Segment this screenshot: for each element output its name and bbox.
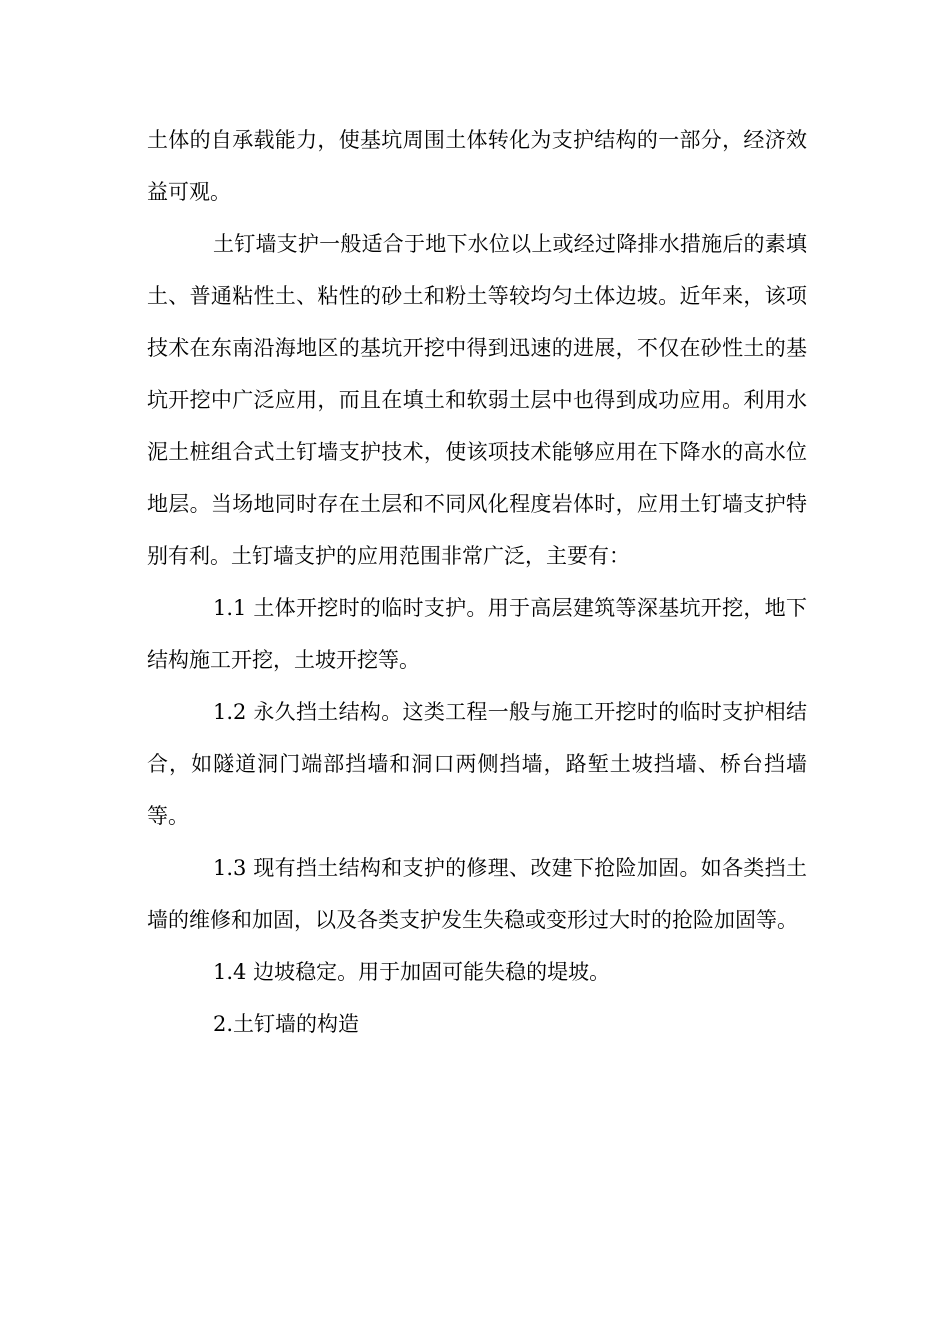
paragraph-soil-nail-applicability: 土钉墙支护一般适合于地下水位以上或经过降排水措施后的素填土、普通粘性土、粘性的砂土和粉土等较均匀土体边坡。近年来，该项技术在东南沿海地区的基坑开挖中得到迅速的进展，不仅在砂性土的基坑开挖中广泛应用，而且在填土和软弱土层中也得到成功应用。利用水泥土桩组合式土钉墙支护技术，使该项技术能够应用在下降水的高水位地层。当场地同时存在土层和不同风化程度岩体时，应用土钉墙支护特别有利。土钉墙支护的应用范围非常广泛，主要有： — [147, 232, 807, 568]
paragraph-item-1-4: 1.4 边坡稳定。用于加固可能失稳的堤坡。 — [213, 960, 611, 984]
section-heading-2: 2.土钉墙的构造 — [213, 1012, 360, 1036]
document-body — [147, 114, 807, 1050]
paragraph-item-1-1: 1.1 土体开挖时的临时支护。用于高层建筑等深基坑开挖，地下结构施工开挖，土坡开挖等。 — [147, 596, 807, 672]
paragraph-item-1-2: 1.2 永久挡土结构。这类工程一般与施工开挖时的临时支护相结合，如隧道洞门端部挡墙和洞口两侧挡墙，路堑土坡挡墙、桥台挡墙等。 — [147, 700, 807, 828]
paragraph-continuation: 土体的自承载能力，使基坑周围土体转化为支护结构的一部分，经济效益可观。 — [147, 128, 807, 204]
paragraph-item-1-3: 1.3 现有挡土结构和支护的修理、改建下抢险加固。如各类挡土墙的维修和加固，以及各类支护发生失稳或变形过大时的抢险加固等。 — [147, 856, 807, 932]
